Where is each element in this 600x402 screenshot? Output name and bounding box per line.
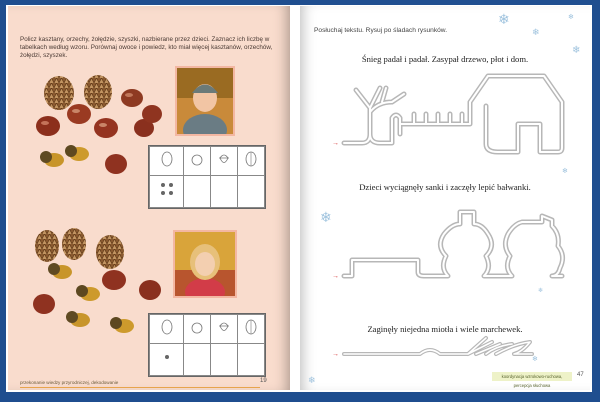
left-page-number: 19 bbox=[260, 378, 267, 384]
acorn-icon bbox=[65, 145, 89, 161]
tally-header-pine-cone bbox=[150, 315, 184, 344]
snowflake-icon: ❄ bbox=[532, 356, 538, 363]
tally-cell-dots bbox=[150, 344, 184, 376]
start-arrow-icon: → bbox=[332, 140, 339, 147]
snowflake-icon: ❄ bbox=[562, 168, 568, 175]
tracing-path-broom-carrots[interactable] bbox=[300, 6, 590, 390]
sentence-2: Dzieci wyciągnęły sanki i zaczęły lepić bałwanki. bbox=[359, 182, 531, 192]
girl-photo bbox=[173, 230, 237, 298]
footer-line bbox=[20, 387, 260, 388]
tally-header-acorn bbox=[211, 147, 238, 176]
acorn-icon bbox=[48, 263, 72, 279]
walnut-icon bbox=[142, 105, 162, 123]
left-footer: przekonanie wiedzy przyrodniczej, dekodowanie bbox=[20, 380, 119, 385]
pine-cone-icon bbox=[84, 75, 112, 109]
acorn-icon bbox=[110, 317, 134, 333]
snowflake-icon: ❄ bbox=[308, 375, 316, 385]
tally-table-bottom bbox=[148, 313, 266, 377]
tally-table-top bbox=[148, 145, 266, 209]
start-arrow-icon: → bbox=[332, 273, 339, 280]
walnut-icon bbox=[121, 89, 143, 107]
frame-edge-bottom bbox=[0, 392, 600, 402]
tally-header-acorn bbox=[211, 315, 238, 344]
acorn-icon bbox=[76, 285, 100, 301]
left-instruction: Policz kasztany, orzechy, żołędzie, szyszki, nazbierane przez dzieci. Zaznacz ich liczbę w tabelkach według wzoru. Porównaj owoce i powiedz, kto miał więcej kasztanów, orzechów, żołędzi, szyszek. bbox=[20, 36, 273, 59]
tally-cell-empty[interactable] bbox=[211, 176, 238, 208]
snowflake-icon: ❄ bbox=[320, 209, 332, 225]
snowflake-icon: ❄ bbox=[538, 288, 544, 294]
right-page bbox=[300, 6, 590, 390]
frame-edge-left bbox=[0, 0, 6, 394]
tally-header-chestnut bbox=[184, 315, 211, 344]
pine-cone-icon bbox=[62, 228, 86, 260]
walnut-icon bbox=[67, 104, 91, 124]
pine-cone-icon bbox=[96, 235, 124, 269]
tally-cell-empty[interactable] bbox=[238, 176, 265, 208]
walnut-icon bbox=[36, 116, 60, 136]
right-page-number: 47 bbox=[577, 372, 584, 378]
tally-header-walnut bbox=[238, 147, 265, 176]
pine-cone-icon bbox=[44, 76, 74, 110]
snowflake-icon: ❄ bbox=[498, 11, 510, 27]
right-instruction: Posłuchaj tekstu. Rysuj po śladach rysunków. bbox=[314, 27, 448, 34]
left-page bbox=[8, 6, 290, 390]
walnut-icon bbox=[94, 118, 118, 138]
walnut-icon bbox=[33, 294, 55, 314]
start-arrow-icon: → bbox=[332, 351, 339, 358]
boy-photo bbox=[175, 66, 235, 136]
tally-cell-dots bbox=[150, 176, 184, 208]
snowflake-icon: ❄ bbox=[532, 27, 540, 37]
tally-header-pine-cone bbox=[150, 147, 184, 176]
tally-cell-empty[interactable] bbox=[184, 344, 211, 376]
snowflake-icon: ❄ bbox=[572, 45, 581, 56]
sentence-1: Śnieg padał i padał. Zasypał drzewo, płot i dom. bbox=[361, 54, 529, 64]
right-footer: koordynacja wzrokowo-ruchowa, percepcja słuchowa bbox=[492, 372, 572, 381]
walnut-icon bbox=[139, 280, 161, 300]
tally-header-chestnut bbox=[184, 147, 211, 176]
sentence-3: Zaginęły niejedna miotła i wiele marchewek. bbox=[367, 324, 523, 334]
pine-cone-icon bbox=[35, 230, 59, 262]
tally-cell-empty[interactable] bbox=[184, 176, 211, 208]
acorn-icon bbox=[40, 151, 64, 167]
frame-edge-top bbox=[0, 0, 600, 5]
frame-edge-right bbox=[592, 0, 600, 402]
acorn-icon bbox=[66, 311, 90, 327]
walnut-icon bbox=[105, 154, 127, 174]
snowflake-icon: ❄ bbox=[568, 14, 574, 21]
walnut-icon bbox=[102, 270, 126, 290]
tally-cell-empty[interactable] bbox=[211, 344, 238, 376]
tally-header-walnut bbox=[238, 315, 265, 344]
tally-cell-empty[interactable] bbox=[238, 344, 265, 376]
